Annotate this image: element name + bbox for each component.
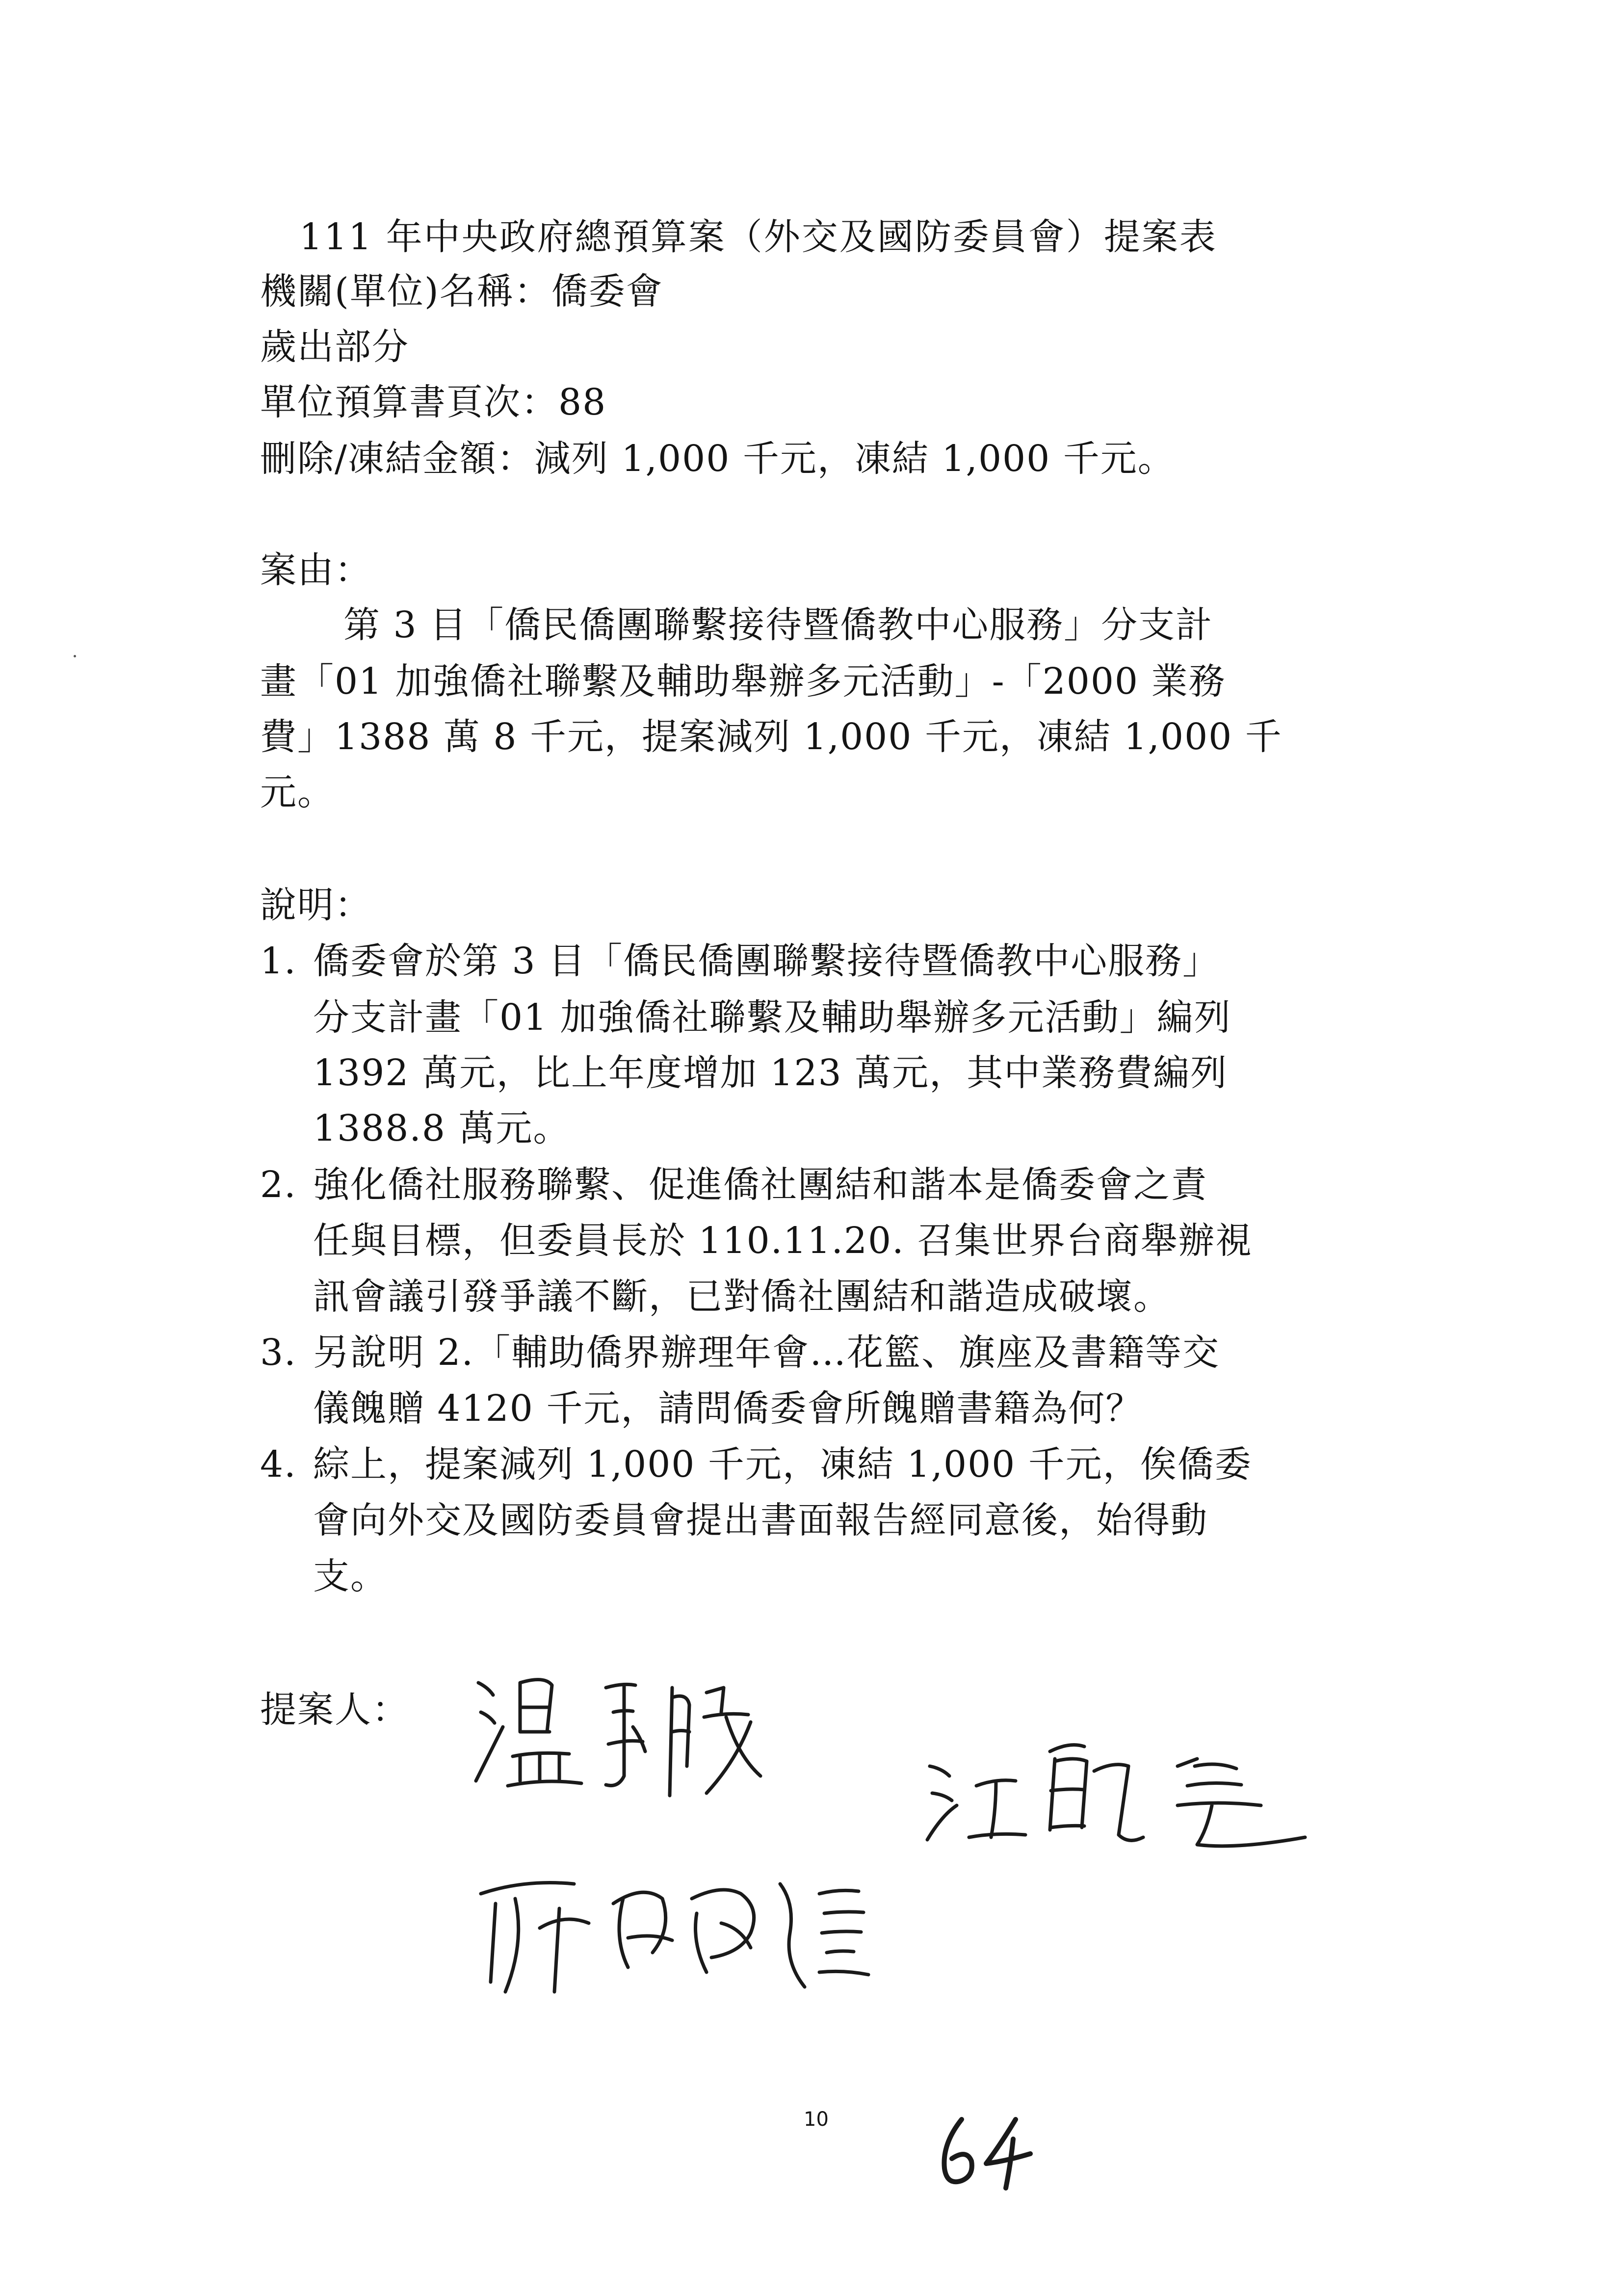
- reason-line: 元。: [260, 771, 335, 813]
- scan-artifact: [74, 655, 76, 657]
- explanation-item-line: 1388.8 萬元。: [313, 1107, 571, 1149]
- amount-statement: 刪除/凍結金額：減列 1,000 千元，凍結 1,000 千元。: [260, 438, 1175, 480]
- explanation-item-line: 另說明 2.「輔助僑界辦理年會…花籃、旗座及書籍等交: [313, 1331, 1220, 1374]
- handwritten-page-number: [932, 2110, 1050, 2193]
- explanation-item-number: 1.: [260, 940, 297, 982]
- explanation-item-line: 任與目標，但委員長於 110.11.20. 召集世界台商舉辦視: [313, 1220, 1253, 1262]
- explanation-item-line: 會向外交及國防委員會提出書面報告經同意後，始得動: [313, 1499, 1208, 1541]
- proposer-label: 提案人：: [260, 1689, 409, 1731]
- explanation-item-line: 1392 萬元，比上年度增加 123 萬元，其中業務費編列: [313, 1052, 1228, 1094]
- explanation-item-number: 3.: [260, 1331, 297, 1374]
- reason-line: 畫「01 加強僑社聯繫及輔助舉辦多元活動」-「2000 業務: [260, 660, 1226, 703]
- explanation-item-line: 僑委會於第 3 目「僑民僑團聯繫接待暨僑教中心服務」: [313, 940, 1220, 982]
- printed-page-number: 10: [804, 2108, 829, 2131]
- explanation-item-line: 儀餽贈 4120 千元，請問僑委會所餽贈書籍為何？: [313, 1387, 1143, 1430]
- explanation-item-line: 支。: [313, 1555, 388, 1597]
- explanation-item-line: 訊會議引發爭議不斷，已對僑社團結和諧造成破壞。: [313, 1276, 1171, 1318]
- explanation-item-number: 2.: [260, 1164, 297, 1206]
- explanation-item-number: 4.: [260, 1443, 297, 1486]
- budget-section: 歲出部分: [260, 326, 409, 368]
- explanation-heading: 說明：: [260, 884, 372, 926]
- document-title: 111 年中央政府總預算案（外交及國防委員會）提案表: [299, 216, 1217, 258]
- reason-line: 費」1388 萬 8 千元，提案減列 1,000 千元，凍結 1,000 千: [260, 716, 1283, 758]
- explanation-item-line: 分支計畫「01 加強僑社聯繫及輔助舉辦多元活動」編列: [313, 996, 1231, 1039]
- handwritten-signature: [466, 1854, 908, 2002]
- handwritten-signature: [466, 1658, 819, 1815]
- explanation-item-line: 綜上，提案減列 1,000 千元，凍結 1,000 千元，俟僑委: [313, 1443, 1252, 1486]
- agency-name: 機關(單位)名稱：僑委會: [260, 270, 663, 313]
- handwritten-signature: [922, 1732, 1330, 1859]
- budget-page-reference: 單位預算書頁次：88: [260, 381, 607, 423]
- reason-line: 第 3 目「僑民僑團聯繫接待暨僑教中心服務」分支計: [343, 604, 1213, 646]
- explanation-item-line: 強化僑社服務聯繫、促進僑社團結和諧本是僑委會之責: [313, 1164, 1208, 1206]
- reason-heading: 案由：: [260, 549, 372, 591]
